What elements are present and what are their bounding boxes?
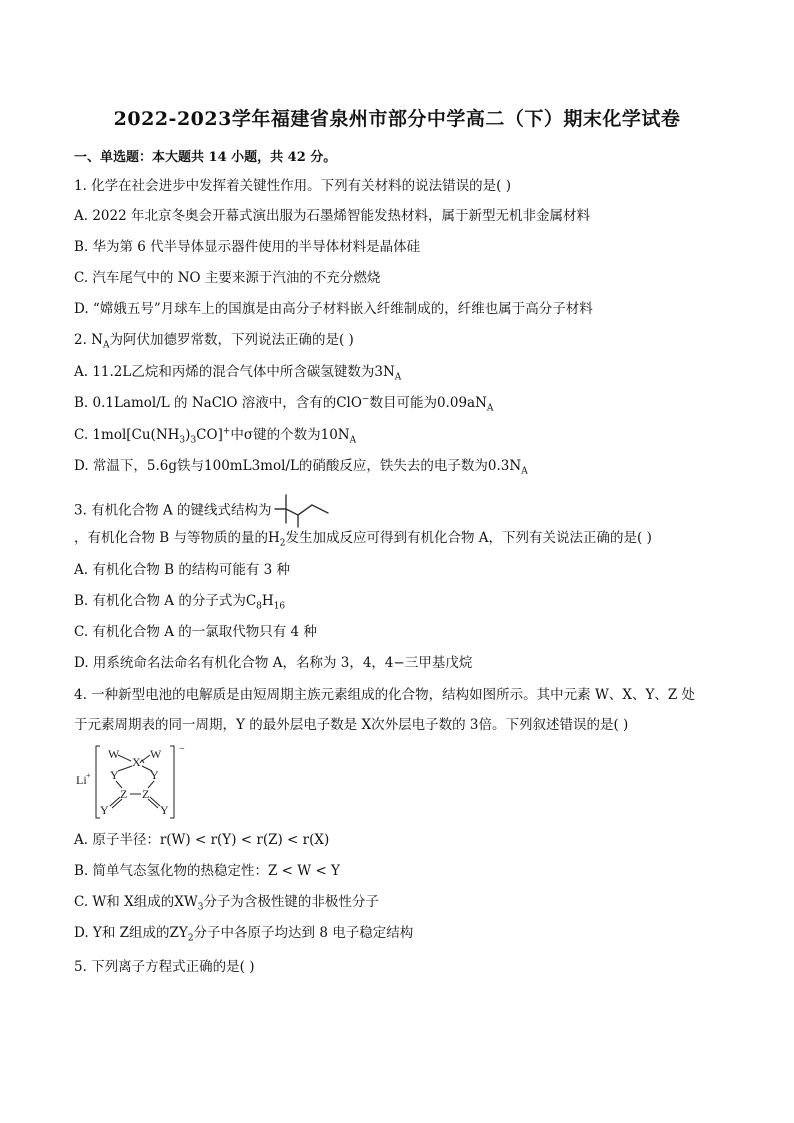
q2-option-c: C. $1mol[Cu(NH_3)_3CO]^+$中σ键的个数为$10N_A$ — [74, 426, 357, 446]
q3-option-b: B. 有机化合物 A 的分子式为$C_8H_{16}$ — [74, 593, 286, 612]
struct-y4: Y — [160, 803, 169, 817]
skeletal-structure-image — [274, 493, 332, 529]
q5-stem: 5. 下列离子方程式正确的是( ) — [74, 959, 255, 975]
struct-y2: Y — [150, 768, 159, 782]
exam-title: 2022-2023学年福建省泉州市部分中学高二（下）期末化学试卷 — [113, 108, 681, 130]
q4-stem-line2: 于元素周期表的同一周期，Y 的最外层电子数是 X次外层电子数的 3倍。下列叙述错误的是( ) — [74, 717, 629, 733]
q1-option-c: C. 汽车尾气中的 NO 主要来源于汽油的不充分燃烧 — [74, 270, 381, 286]
struct-w1: W — [108, 747, 120, 761]
struct-z1: Z — [120, 787, 128, 801]
q4-option-c: C. W和 X组成的$XW_3$分子为含极性键的非极性分子 — [74, 894, 379, 913]
q4-option-b: B. 简单气态氢化物的热稳定性：Z < W < Y — [74, 863, 340, 879]
q1-option-a: A. 2022 年北京冬奥会开幕式演出服为石墨烯智能发热材料，属于新型无机非金属材料 — [74, 208, 590, 224]
q3-stem-line2: ，有机化合物 B 与等物质的量的$H_2$发生加成反应可得到有机化合物 A，下列有关说法正确的是( ) — [74, 530, 652, 549]
q1-option-d: D. “嫦娥五号”月球车上的国旗是由高分子材料嵌入纤维制成的，纤维也属于高分子材料 — [74, 301, 593, 317]
struct-y1: Y — [110, 768, 119, 782]
struct-x: X — [132, 755, 141, 769]
struct-li: Li — [76, 773, 87, 787]
q3-stem-line1: 3. 有机化合物 A 的键线式结构为 — [74, 493, 332, 529]
q2-option-b: B. 0.1Lamol/L 的 NaClO 溶液中，含有的ClO−数目可能为$0.09aN_A$ — [74, 394, 494, 414]
struct-li-charge: + — [86, 771, 91, 780]
q3-option-c: C. 有机化合物 A 的一氯取代物只有 4 种 — [74, 624, 317, 640]
ionic-structure-diagram — [74, 744, 204, 820]
q3-option-a: A. 有机化合物 B 的结构可能有 3 种 — [74, 562, 291, 578]
q1-option-b: B. 华为第 6 代半导体显示器件使用的半导体材料是晶体硅 — [74, 239, 421, 255]
q2-stem: 2. $N_A$为阿伏加德罗常数，下列说法正确的是( ) — [74, 332, 354, 351]
q4-option-a: A. 原子半径：r(W) < r(Y) < r(Z) < r(X) — [74, 832, 330, 848]
q1-stem: 1. 化学在社会进步中发挥着关键性作用。下列有关材料的说法错误的是( ) — [74, 178, 511, 194]
q2-option-d: D. 常温下，5.6g铁与100mL3mol/L的硝酸反应，铁失去的电子数为$0.3N_A$ — [74, 458, 528, 477]
q3-option-d: D. 用系统命名法命名有机化合物 A，名称为 3，4，4−三甲基戊烷 — [74, 655, 473, 671]
q4-option-d: D. Y和 Z组成的$ZY_2$分子中各原子均达到 8 电子稳定结构 — [74, 925, 414, 944]
q4-stem-line1: 4. 一种新型电池的电解质是由短周期主族元素组成的化合物，结构如图所示。其中元素 W、X、Y、Z 处 — [74, 687, 696, 703]
struct-z2: Z — [142, 787, 150, 801]
struct-w2: W — [150, 747, 162, 761]
section-heading: 一、单选题：本大题共 14 小题，共 42 分。 — [74, 150, 337, 165]
struct-charge: − — [179, 744, 185, 755]
struct-y3: Y — [100, 803, 109, 817]
q2-option-a: A. 11.2L乙烷和丙烯的混合气体中所含碳氢键数为$3N_A$ — [74, 364, 402, 383]
